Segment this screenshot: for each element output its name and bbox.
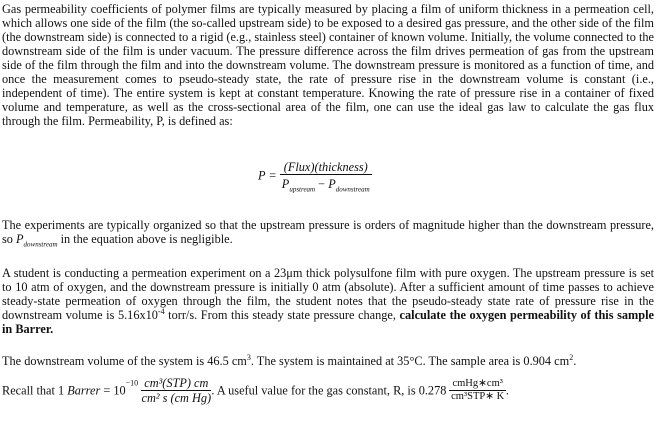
intro-paragraph: Gas permeability coefficients of polymer films are typically measured by placing a film of uniform thickness in a permeation cell, which allows one side of the film (the so-called upstream side) to be exposed to a desired gas pressure, and the other side of the film (the downstream side) is connected to a rigid (e.g., stainless steel) container of known volume. Initially, the volume connected to the downstream side of the film is under vacuum. The pressure difference across the film drives permeation of gas from the upstream side of the film through the film and into the downstream volume. The downstream pressure is monitored as a function of time, and once the measurement comes to pseudo-steady state, the rate of pressure rise in the downstream volume is constant (i.e., independent of time). The entire system is kept at constant temperature. Knowing the rate of pressure rise in a container of fixed volume and temperature, as well as the cross-sectional area of the film, one can use the ideal gas law to calculate the gas flux through the film. Permeability, P, is defined as: — [2, 2, 654, 128]
equation-fraction — [280, 160, 372, 194]
barrer-definition: Recall that 1 Barrer = $10^{-10}$ $\frac{\text{cm³(STP) cm}}{\text{cm² s (cm Hg)}}$ . A useful value for the gas constant, R, is 0.278 $\frac{\text{cmHg∗cm³}}{\text{cm³STP∗ K}}$ . — [2, 376, 509, 405]
equation-denominator: $P_{upstream} - P_{downstream}$ — [280, 174, 372, 191]
problem-paragraph: A student is conducting a permeation experiment on a 23μm thick polysulfone film with pure oxygen. The upstream pressure is set to 10 atm of oxygen, and the downstream pressure is initially 0 atm (absolute). After a sufficient amount of time passes to achieve steady-state permeation of oxygen through the film, the student notes that the pseudo-steady state rate of pressure rise in the downstream volume is $5.16x10^{-4}$ torr/s. From this steady state pressure change, calculate the oxygen permeability of this sample in Barrer. — [2, 266, 654, 336]
given-data-paragraph: The downstream volume of the system is 46.5 $cm^3$. The system is maintained at 35°C. The sample area is 0.904 $cm^2$. — [2, 352, 577, 368]
permeability-equation — [258, 160, 372, 194]
barrer-fraction: $\frac{\text{cm³(STP) cm}}{\text{cm² s (cm Hg)}}$ — [141, 376, 212, 405]
equation-numerator: (Flux)(thickness) — [283, 160, 368, 174]
experiment-paragraph: The experiments are typically organized so that the upstream pressure is orders of magnitude higher than the downstream pressure, so $P_{downstream}$ in the equation above is negligible. — [2, 218, 654, 249]
equation-lhs: P = — [258, 168, 277, 183]
question-emphasis: calculate the oxygen permeability of this sample in Barrer — [2, 308, 654, 336]
gas-constant-units: $\frac{\text{cmHg∗cm³}}{\text{cm³STP∗ K}}$ — [451, 378, 505, 402]
